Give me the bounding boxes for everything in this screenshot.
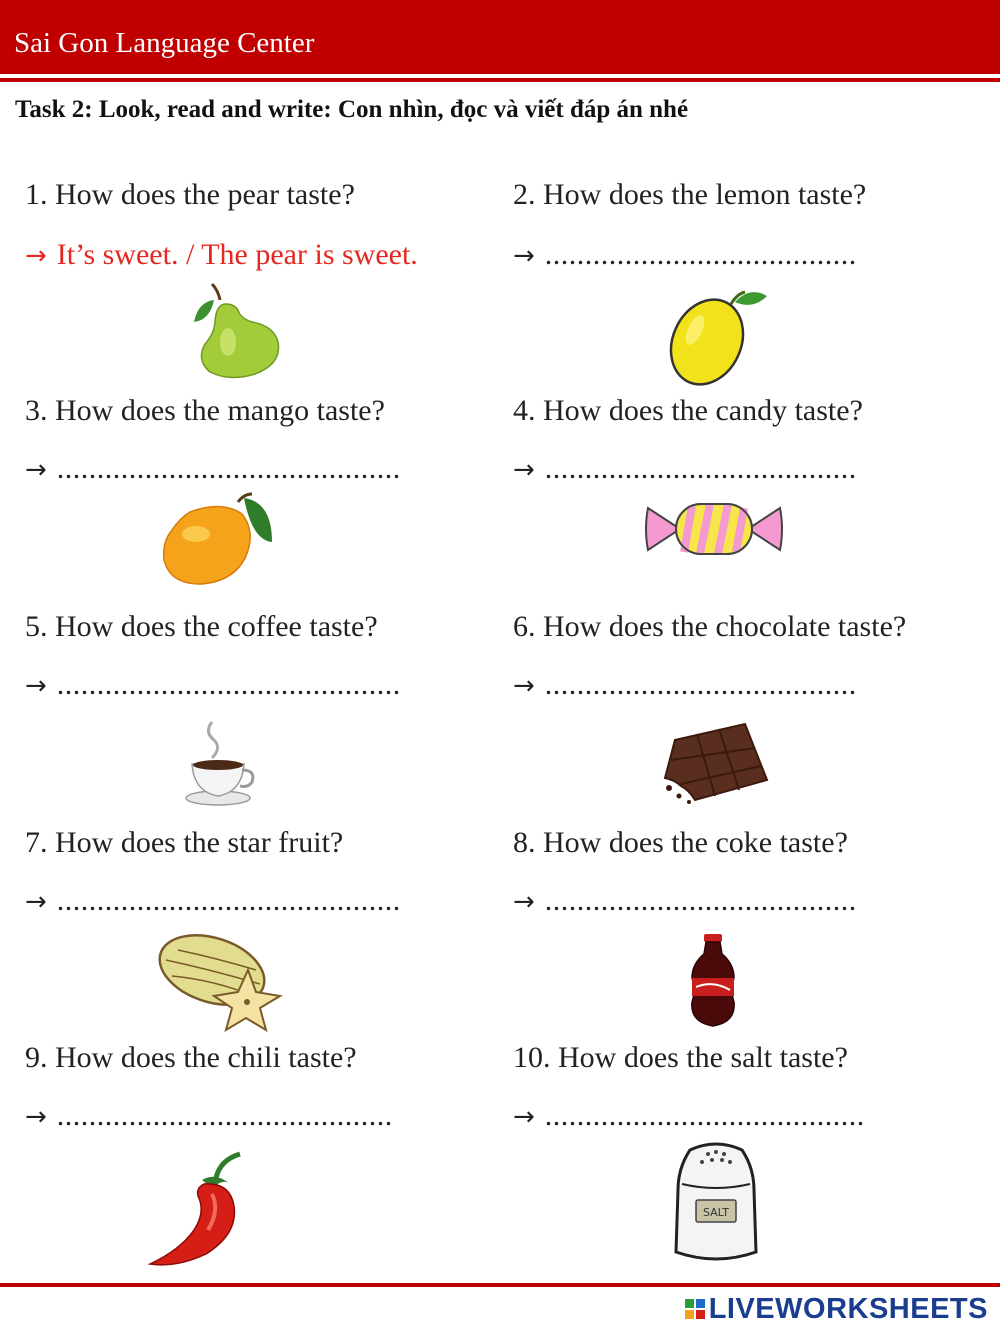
arrow-icon: →: [25, 887, 47, 917]
question-8: 8. How does the coke taste?: [513, 826, 848, 859]
mango-icon: [160, 490, 278, 588]
header-divider: [0, 78, 1000, 82]
answer-8-blank[interactable]: .......................................: [544, 884, 857, 917]
star-fruit-icon: [156, 930, 286, 1034]
answer-1: [25, 238, 418, 272]
answer-3-blank[interactable]: ...........................................: [56, 452, 401, 485]
arrow-icon: →: [513, 1102, 535, 1132]
arrow-icon: →: [25, 455, 47, 485]
lemon-icon: [665, 282, 770, 390]
question-7: 7. How does the star fruit?: [25, 826, 344, 859]
liveworksheets-brand-text: LIVEWORKSHEETS: [708, 1292, 988, 1325]
liveworksheets-logo: [685, 1292, 988, 1326]
arrow-icon: →: [513, 455, 535, 485]
coffee-cup-icon: [182, 718, 257, 806]
arrow-icon: →: [513, 887, 535, 917]
arrow-icon: →: [513, 671, 535, 701]
coke-bottle-icon: [686, 932, 740, 1028]
question-5: 5. How does the coffee taste?: [25, 610, 378, 643]
answer-6-blank[interactable]: .......................................: [544, 668, 857, 701]
question-10: 10. How does the salt taste?: [513, 1041, 848, 1074]
arrow-icon: →: [25, 1102, 47, 1132]
question-2: 2. How does the lemon taste?: [513, 178, 867, 211]
answer-9-blank[interactable]: ..........................................: [56, 1099, 393, 1132]
arrow-icon: →: [25, 671, 47, 701]
question-6: 6. How does the chocolate taste?: [513, 610, 907, 643]
chocolate-bar-icon: [655, 720, 770, 804]
answer-2[interactable]: [513, 238, 857, 272]
question-3: 3. How does the mango taste?: [25, 394, 385, 427]
question-4: 4. How does the candy taste?: [513, 394, 863, 427]
answer-3[interactable]: [25, 452, 401, 486]
footer-divider: [0, 1283, 1000, 1287]
header-bar: [0, 0, 1000, 74]
salt-label: SALT: [702, 1206, 730, 1219]
answer-5-blank[interactable]: ...........................................: [56, 668, 401, 701]
question-1: 1. How does the pear taste?: [25, 178, 355, 211]
answer-7[interactable]: [25, 884, 401, 918]
answer-6[interactable]: [513, 668, 857, 702]
question-9: 9. How does the chili taste?: [25, 1041, 357, 1074]
pear-icon: [190, 282, 285, 380]
answer-8[interactable]: [513, 884, 857, 918]
answer-10-blank[interactable]: ........................................: [544, 1099, 865, 1132]
answer-2-blank[interactable]: .......................................: [544, 238, 857, 271]
answer-10[interactable]: [513, 1099, 865, 1133]
answer-4-blank[interactable]: .......................................: [544, 452, 857, 485]
arrow-icon: →: [25, 241, 47, 271]
header-title: Sai Gon Language Center: [14, 27, 315, 59]
chili-pepper-icon: [146, 1150, 246, 1268]
arrow-icon: →: [513, 241, 535, 271]
salt-shaker-icon: [668, 1140, 764, 1268]
answer-1-text: It’s sweet. / The pear is sweet.: [56, 238, 418, 271]
answer-9[interactable]: [25, 1099, 393, 1133]
candy-icon: [644, 498, 784, 560]
answer-7-blank[interactable]: ...........................................: [56, 884, 401, 917]
answer-4[interactable]: [513, 452, 857, 486]
task-title: Task 2: Look, read and write: Con nhìn, đọc và viết đáp án nhé: [15, 96, 689, 123]
answer-5[interactable]: [25, 668, 401, 702]
liveworksheets-logo-icon: [685, 1299, 705, 1319]
